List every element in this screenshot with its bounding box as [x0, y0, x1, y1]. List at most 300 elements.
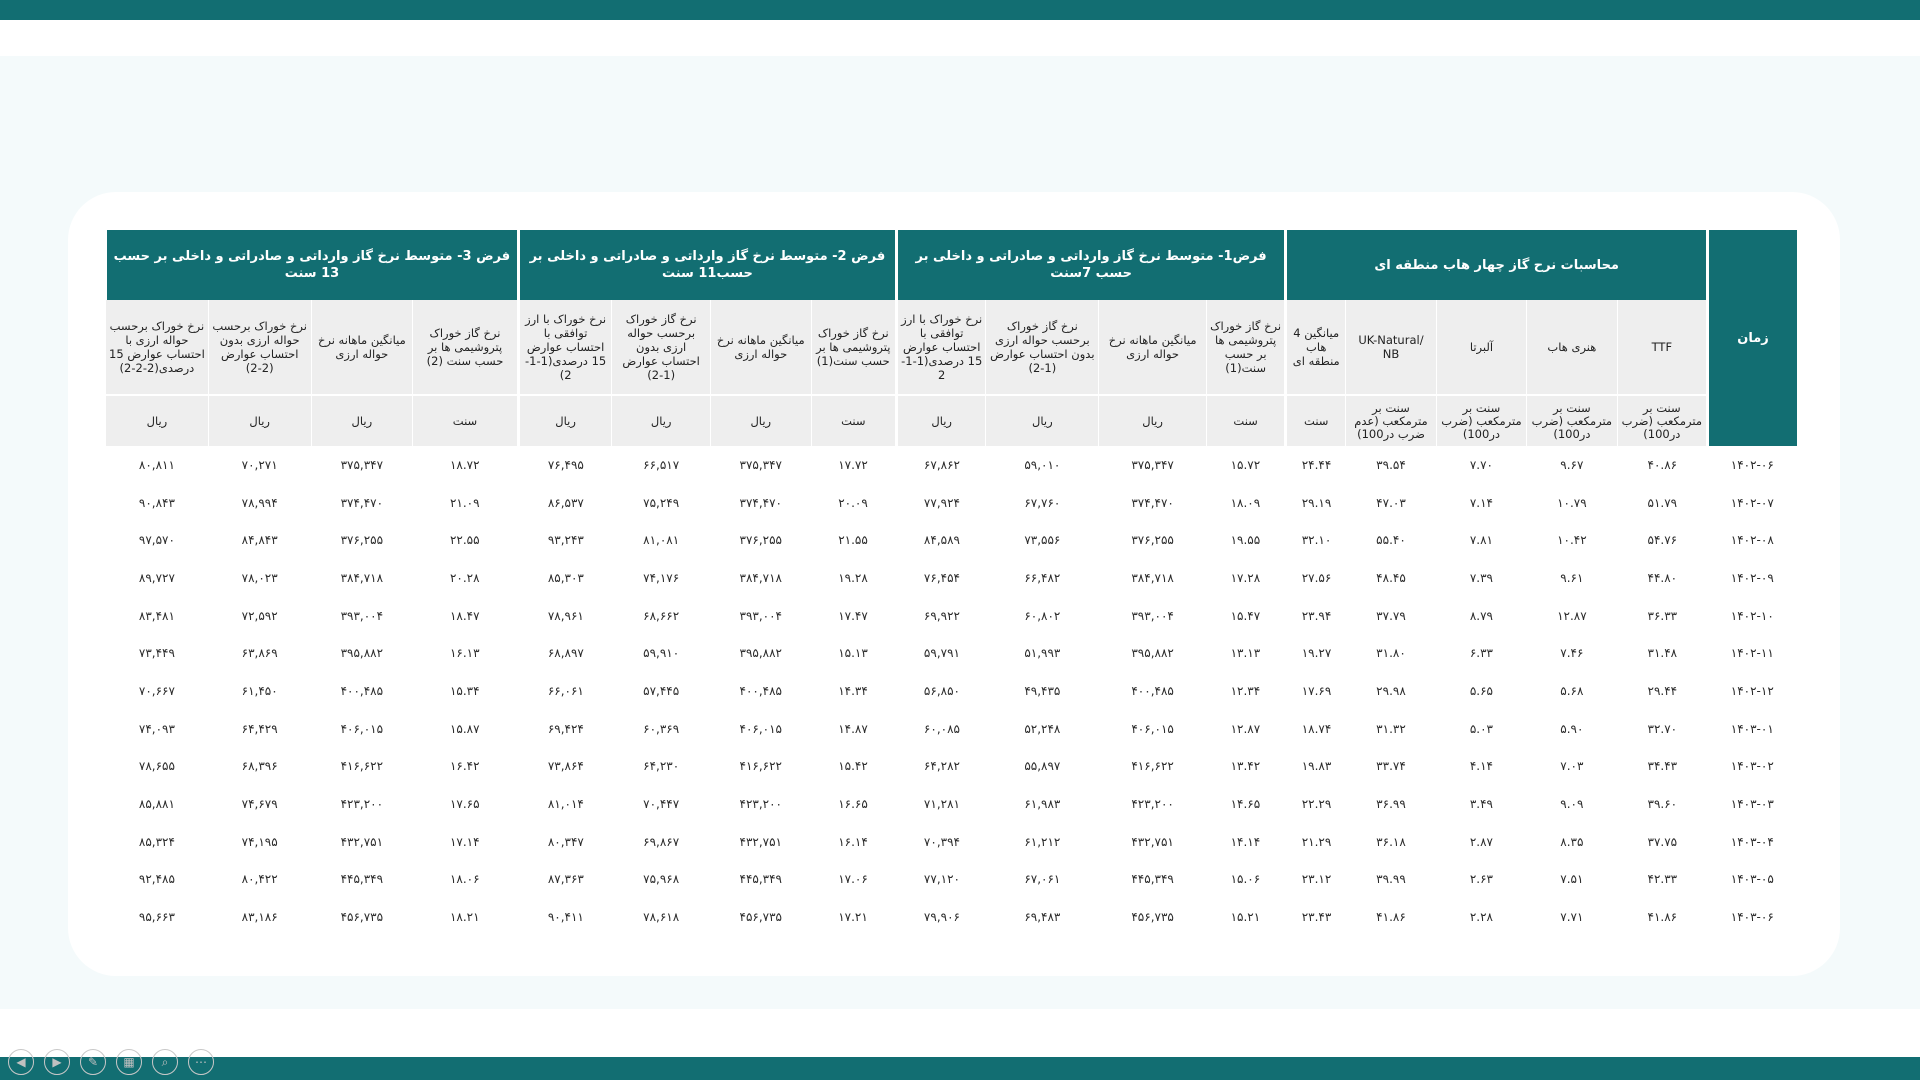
table-cell: ۸.۳۵ [1560, 834, 1584, 849]
table-cell: ۴۰۶,۰۱۵ [340, 721, 384, 736]
table-cell: ۲.۶۳ [1469, 872, 1493, 887]
table-cell: ۳۸۴,۷۱۸ [739, 570, 783, 585]
table-cell: ۳۷۶,۲۵۵ [1131, 533, 1174, 548]
table-cell: ۱۷.۶۹ [1301, 683, 1332, 698]
table-cell: ۶۶,۵۱۷ [643, 457, 680, 472]
table-cell: ۴۴۵,۳۴۹ [1131, 872, 1174, 887]
uk-nbp-unit: سنت بر مترمکعب (عدم ضرب در100) [1346, 395, 1436, 446]
table-cell: ۵۷,۴۴۵ [643, 683, 680, 698]
table-cell: ۸۰,۴۲۲ [241, 872, 278, 887]
more-options-icon[interactable]: ⋯ [188, 1049, 214, 1075]
table-cell: ۸۵,۳۰۳ [547, 570, 584, 585]
f3-cent-header: نرخ گاز خوراک پتروشیمی ها بر حسب سنت (2) [413, 300, 519, 395]
table-cell: ۳۷۶,۲۵۵ [340, 533, 384, 548]
table-row [106, 785, 1798, 823]
f1-no-duty-header: نرخ گاز خوراک برحسب حواله ارزی بدون احتساب عوارض (1-2) [986, 300, 1099, 395]
table-cell: ۳۷۵,۳۴۷ [340, 457, 384, 472]
table-cell: ۶۹,۸۶۷ [643, 834, 680, 849]
row-date-cell: ۱۴۰۳-۰۲ [1730, 759, 1774, 774]
table-cell: ۹۷,۵۷۰ [138, 533, 175, 548]
table-cell: ۶۴,۲۳۰ [643, 759, 680, 774]
table-cell: ۶۸,۳۹۶ [241, 759, 278, 774]
table-cell: ۷۸,۶۱۸ [643, 910, 680, 925]
table-cell: ۳۷۶,۲۵۵ [739, 533, 783, 548]
row-date-cell: ۱۴۰۲-۰۷ [1730, 495, 1774, 510]
table-cell: ۲۰.۲۸ [413, 559, 519, 597]
table-cell: ۱۷.۱۴ [413, 823, 519, 861]
table-cell: ۱۵.۱۳ [811, 634, 896, 672]
table-cell: ۱۶.۱۳ [413, 634, 519, 672]
f2-cent-unit: سنت [811, 395, 896, 446]
f3-no-duty-header: نرخ خوراک برحسب حواله ارزی بدون احتساب عوارض (2-2) [208, 300, 311, 395]
table-cell: ۷۰,۴۴۷ [643, 797, 680, 812]
table-cell: ۳۲.۱۰ [1301, 533, 1332, 548]
table-cell: ۹.۶۱ [1560, 570, 1584, 585]
table-cell: ۱۷.۶۵ [413, 785, 519, 823]
table-cell: ۸۳,۱۸۶ [241, 910, 278, 925]
table-cell: ۱۴.۸۷ [811, 710, 896, 748]
table-cell: ۳۶.۹۹ [1376, 797, 1406, 812]
table-cell: ۴۴۵,۳۴۹ [340, 872, 384, 887]
table-cell: ۴۱.۸۶ [1647, 910, 1678, 925]
table-cell: ۶۶,۰۶۱ [547, 683, 584, 698]
f3-cent-unit: سنت [413, 395, 519, 446]
table-cell: ۳۹۳,۰۰۴ [739, 608, 783, 623]
top-accent-bar [0, 0, 1920, 20]
table-cell: ۶۸,۸۹۷ [547, 646, 584, 661]
row-date-cell: ۱۴۰۲-۰۶ [1730, 457, 1774, 472]
f2-cent-header: نرخ گاز خوراک پتروشیمی ها بر حسب سنت(1) [811, 300, 896, 395]
table-cell: ۳.۴۹ [1469, 797, 1493, 812]
table-cell: ۳۹.۹۹ [1376, 872, 1406, 887]
table-cell: ۸۰,۳۴۷ [547, 834, 584, 849]
f2-no-duty-header: نرخ گاز خوراک برحسب حواله ارزی بدون احتساب عوارض (1-2) [612, 300, 711, 395]
table-cell: ۶۸,۶۶۲ [643, 608, 680, 623]
table-cell: ۲۳.۴۳ [1301, 910, 1332, 925]
table-cell: ۴۳۲,۷۵۱ [1131, 834, 1174, 849]
table-row [106, 446, 1798, 484]
table-cell: ۷۳,۵۵۶ [1024, 533, 1061, 548]
table-cell: ۴۰۰,۴۸۵ [1131, 683, 1174, 698]
ttf-header: TTF [1617, 300, 1707, 395]
table-cell: ۴۷.۰۳ [1376, 495, 1406, 510]
table-cell: ۱۸.۰۹ [1206, 484, 1285, 522]
table-cell: ۳۹۵,۸۸۲ [340, 646, 384, 661]
henry-hub-header: هنری هاب [1527, 300, 1617, 395]
table-cell: ۴۱.۸۶ [1376, 910, 1406, 925]
table-cell: ۵۹,۷۹۱ [923, 646, 960, 661]
table-cell: ۴۵۶,۷۳۵ [739, 910, 783, 925]
table-cell: ۴۰۰,۴۸۵ [340, 683, 384, 698]
table-cell: ۱۵.۴۲ [811, 748, 896, 786]
table-cell: ۶۱,۴۵۰ [241, 683, 278, 698]
row-date-cell: ۱۴۰۲-۰۹ [1730, 570, 1774, 585]
row-date-cell: ۱۴۰۲-۱۱ [1730, 646, 1774, 661]
table-cell: ۷۹,۹۰۶ [923, 910, 960, 925]
table-cell: ۱۲.۳۴ [1206, 672, 1285, 710]
table-cell: ۳۷۵,۳۴۷ [739, 457, 783, 472]
table-cell: ۴۰۰,۴۸۵ [739, 683, 783, 698]
table-cell: ۳۱.۴۸ [1647, 646, 1678, 661]
table-cell: ۴۸.۴۵ [1376, 570, 1406, 585]
table-cell: ۷۶,۴۵۴ [923, 570, 960, 585]
table-cell: ۳۸۴,۷۱۸ [1131, 570, 1174, 585]
table-cell: ۱۵.۴۷ [1206, 597, 1285, 635]
table-cell: ۲۴.۴۴ [1301, 457, 1332, 472]
table-cell: ۹.۰۹ [1560, 797, 1584, 812]
f3-with-duty-header: نرخ خوراک برحسب حواله ارزی با احتساب عوارض 15 درصدی(2-2-2) [106, 300, 209, 395]
table-cell: ۵.۰۳ [1469, 721, 1493, 736]
table-cell: ۲۰.۰۹ [811, 484, 896, 522]
assumption2-header: فرض 2- متوسط نرخ گاز وارداتی و صادراتی و داخلی بر حسب11 سنت [518, 230, 896, 300]
table-cell: ۱۴.۱۴ [1206, 823, 1285, 861]
hubs-header: محاسبات نرح گاز چهار هاب منطقه ای [1286, 230, 1708, 300]
f2-with-duty-unit: ریال [518, 395, 612, 446]
table-cell: ۲.۸۷ [1469, 834, 1493, 849]
uk-nbp-header: UK-Natural/ NB [1346, 300, 1436, 395]
gas-price-table [104, 230, 1797, 936]
table-cell: ۱۸.۴۷ [413, 597, 519, 635]
table-cell: ۱۷.۴۷ [811, 597, 896, 635]
table-cell: ۴۳۲,۷۵۱ [340, 834, 384, 849]
table-cell: ۳۹۳,۰۰۴ [1131, 608, 1174, 623]
f2-avg-unit: ریال [710, 395, 811, 446]
table-cell: ۱۷.۷۲ [811, 446, 896, 484]
table-cell: ۱۶.۶۵ [811, 785, 896, 823]
table-cell: ۴۲۳,۲۰۰ [1131, 797, 1174, 812]
table-cell: ۹.۶۷ [1560, 457, 1584, 472]
table-cell: ۱۲.۸۷ [1206, 710, 1285, 748]
table-cell: ۴۹,۴۳۵ [1024, 683, 1061, 698]
table-cell: ۷.۰۳ [1560, 759, 1584, 774]
unit-header-row [106, 395, 1798, 446]
table-cell: ۴۲۳,۲۰۰ [340, 797, 384, 812]
table-cell: ۱۸.۰۶ [413, 861, 519, 899]
time-header: زمان [1708, 230, 1797, 446]
table-row [106, 748, 1798, 786]
table-cell: ۸.۷۹ [1469, 608, 1493, 623]
table-cell: ۱۳.۴۲ [1206, 748, 1285, 786]
assumption1-header: فرض1- متوسط نرخ گاز وارداتی و صادراتی و داخلی بر حسب 7سنت [896, 230, 1285, 300]
sub-header-row [106, 300, 1798, 395]
alberta-unit: سنت بر مترمکعب (ضرب در100) [1436, 395, 1526, 446]
table-cell: ۱۷.۲۱ [811, 898, 896, 936]
table-cell: ۸۶,۵۳۷ [547, 495, 584, 510]
table-cell: ۶۰,۸۰۲ [1024, 608, 1061, 623]
table-cell: ۱۰.۴۲ [1557, 533, 1587, 548]
table-cell: ۷۷,۱۲۰ [923, 872, 960, 887]
next-slide-icon[interactable]: ▶ [44, 1049, 70, 1075]
table-cell: ۴.۱۴ [1469, 759, 1493, 774]
table-cell: ۷۰,۳۹۴ [923, 834, 960, 849]
table-cell: ۳۱.۸۰ [1376, 646, 1406, 661]
table-cell: ۶۴,۴۲۹ [241, 721, 278, 736]
table-cell: ۳۶.۱۸ [1376, 834, 1406, 849]
table-cell: ۳۷.۷۵ [1647, 834, 1678, 849]
table-cell: ۷.۴۶ [1560, 646, 1584, 661]
table-cell: ۷۲,۵۹۲ [241, 608, 278, 623]
table-cell: ۷۱,۲۸۱ [923, 797, 960, 812]
row-date-cell: ۱۴۰۳-۰۴ [1730, 834, 1774, 849]
table-cell: ۵۲,۲۴۸ [1024, 721, 1061, 736]
table-row [106, 597, 1798, 635]
row-date-cell: ۱۴۰۳-۰۶ [1730, 910, 1774, 925]
table-row [106, 898, 1798, 936]
table-cell: ۱۴.۳۴ [811, 672, 896, 710]
table-row [106, 559, 1798, 597]
table-row [106, 484, 1798, 522]
table-cell: ۱۹.۲۸ [811, 559, 896, 597]
table-cell: ۱۵.۷۲ [1206, 446, 1285, 484]
table-cell: ۶۱,۹۸۳ [1024, 797, 1061, 812]
table-cell: ۶۹,۹۲۲ [923, 608, 960, 623]
table-cell: ۱۶.۴۲ [413, 748, 519, 786]
table-cell: ۴۰.۸۶ [1647, 457, 1678, 472]
table-cell: ۷.۵۱ [1560, 872, 1584, 887]
f3-no-duty-unit: ریال [208, 395, 311, 446]
table-cell: ۱۹.۲۷ [1301, 646, 1332, 661]
table-cell: ۸۱,۰۸۱ [643, 533, 680, 548]
table-cell: ۵۱,۹۹۳ [1024, 646, 1061, 661]
table-cell: ۷۴,۱۷۶ [643, 570, 680, 585]
table-cell: ۴۴۵,۳۴۹ [739, 872, 783, 887]
table-cell: ۶۶,۴۸۲ [1024, 570, 1061, 585]
table-cell: ۵.۶۸ [1560, 683, 1584, 698]
table-cell: ۹۰,۸۴۳ [138, 495, 175, 510]
table-cell: ۷۵,۲۴۹ [643, 495, 680, 510]
f2-avg-header: میانگین ماهانه نرخ حواله ارزی [710, 300, 811, 395]
f1-avg-unit: ریال [1099, 395, 1207, 446]
table-cell: ۱۷.۲۸ [1206, 559, 1285, 597]
row-date-cell: ۱۴۰۳-۰۳ [1730, 797, 1774, 812]
table-cell: ۶۹,۴۸۳ [1024, 910, 1061, 925]
table-cell: ۱۸.۲۱ [413, 898, 519, 936]
table-cell: ۸۴,۸۴۳ [241, 533, 278, 548]
table-cell: ۷.۸۱ [1469, 533, 1493, 548]
table-cell: ۷۳,۸۶۴ [547, 759, 584, 774]
table-cell: ۸۳,۴۸۱ [138, 608, 175, 623]
zoom-icon[interactable]: ⌕ [152, 1049, 178, 1075]
table-cell: ۳۳.۷۴ [1376, 759, 1406, 774]
table-cell: ۳۹.۵۴ [1376, 457, 1406, 472]
table-cell: ۶۷,۷۶۰ [1024, 495, 1061, 510]
table-cell: ۸۵,۸۸۱ [138, 797, 175, 812]
table-cell: ۱۸.۷۲ [413, 446, 519, 484]
f2-with-duty-header: نرخ خوراک با ارز توافقی با احتساب عوارض 15 درصدی(1-1-2) [518, 300, 612, 395]
table-cell: ۲۲.۲۹ [1301, 797, 1332, 812]
table-cell: ۷.۱۴ [1469, 495, 1493, 510]
table-cell: ۵۶,۸۵۰ [923, 683, 960, 698]
table-cell: ۷۳,۴۴۹ [138, 646, 175, 661]
avg4-unit: سنت [1286, 395, 1346, 446]
table-cell: ۹۵,۶۶۳ [138, 910, 175, 925]
f1-no-duty-unit: ریال [986, 395, 1099, 446]
table-cell: ۴۰۶,۰۱۵ [739, 721, 783, 736]
table-cell: ۳۹۵,۸۸۲ [1131, 646, 1174, 661]
table-cell: ۹۲,۴۸۵ [138, 872, 175, 887]
f1-cent-unit: سنت [1206, 395, 1285, 446]
f1-avg-header: میانگین ماهانه نرخ حواله ارزی [1099, 300, 1207, 395]
table-cell: ۳۶.۳۳ [1647, 608, 1678, 623]
table-cell: ۲.۲۸ [1469, 910, 1493, 925]
table-cell: ۱۲.۸۷ [1557, 608, 1587, 623]
table-cell: ۴۳۲,۷۵۱ [739, 834, 783, 849]
table-cell: ۲۷.۵۶ [1301, 570, 1332, 585]
table-cell: ۲۹.۱۹ [1301, 495, 1332, 510]
table-cell: ۶۴,۲۸۲ [923, 759, 960, 774]
table-cell: ۶۰,۳۶۹ [643, 721, 680, 736]
table-cell: ۷۸,۶۵۵ [138, 759, 175, 774]
table-cell: ۱۹.۵۵ [1206, 521, 1285, 559]
table-cell: ۴۲۳,۲۰۰ [739, 797, 783, 812]
table-cell: ۱۵.۲۱ [1206, 898, 1285, 936]
table-cell: ۷۶,۴۹۵ [547, 457, 584, 472]
table-cell: ۷۸,۰۲۳ [241, 570, 278, 585]
table-row [106, 823, 1798, 861]
table-cell: ۶۷,۰۶۱ [1024, 872, 1061, 887]
table-row [106, 861, 1798, 899]
f1-with-duty-unit: ریال [896, 395, 985, 446]
table-cell: ۱۷.۰۶ [811, 861, 896, 899]
table-cell: ۱۵.۳۴ [413, 672, 519, 710]
table-cell: ۴۴.۸۰ [1647, 570, 1678, 585]
table-cell: ۷۵,۹۶۸ [643, 872, 680, 887]
table-row [106, 521, 1798, 559]
table-cell: ۵۴.۷۶ [1647, 533, 1678, 548]
table-cell: ۳۷۴,۴۷۰ [1131, 495, 1174, 510]
table-cell: ۳۷۴,۴۷۰ [340, 495, 384, 510]
table-row [106, 672, 1798, 710]
table-cell: ۱۹.۸۳ [1301, 759, 1332, 774]
table-cell: ۴۵۶,۷۳۵ [1131, 910, 1174, 925]
table-cell: ۶۰,۰۸۵ [923, 721, 960, 736]
table-cell: ۷.۷۱ [1560, 910, 1584, 925]
table-cell: ۳۲.۷۰ [1647, 721, 1678, 736]
table-cell: ۲۱.۰۹ [413, 484, 519, 522]
table-cell: ۷۰,۶۶۷ [138, 683, 175, 698]
table-row [106, 710, 1798, 748]
row-date-cell: ۱۴۰۲-۰۸ [1730, 533, 1774, 548]
previous-slide-icon[interactable]: ◀ [8, 1049, 34, 1075]
slideshow-toolbar [8, 1049, 214, 1075]
table-cell: ۵۱.۷۹ [1647, 495, 1678, 510]
table-cell: ۸۱,۰۱۴ [547, 797, 584, 812]
table-cell: ۴۰۶,۰۱۵ [1131, 721, 1174, 736]
f3-with-duty-unit: ریال [106, 395, 209, 446]
table-cell: ۳۹۳,۰۰۴ [340, 608, 384, 623]
table-cell: ۱۵.۰۶ [1206, 861, 1285, 899]
table-cell: ۷۰,۲۷۱ [241, 457, 278, 472]
table-cell: ۳۷۵,۳۴۷ [1131, 457, 1174, 472]
table-cell: ۷۴,۰۹۳ [138, 721, 175, 736]
table-cell: ۴۵۶,۷۳۵ [340, 910, 384, 925]
row-date-cell: ۱۴۰۳-۰۱ [1730, 721, 1774, 736]
table-cell: ۴۱۶,۶۲۲ [1131, 759, 1174, 774]
f2-no-duty-unit: ریال [612, 395, 711, 446]
row-date-cell: ۱۴۰۳-۰۵ [1730, 872, 1774, 887]
row-date-cell: ۱۴۰۲-۱۰ [1730, 608, 1774, 623]
table-cell: ۵۵,۸۹۷ [1024, 759, 1061, 774]
table-cell: ۳۹۵,۸۸۲ [739, 646, 783, 661]
table-cell: ۲۹.۴۴ [1647, 683, 1678, 698]
assumption3-header: فرض 3- متوسط نرخ گاز وارداتی و صادراتی و داخلی بر حسب 13 سنت [106, 230, 519, 300]
bottom-accent-bar [0, 1057, 1920, 1080]
table-cell: ۷۸,۹۹۴ [241, 495, 278, 510]
table-cell: ۶۱,۲۱۲ [1024, 834, 1061, 849]
table-cell: ۱۵.۸۷ [413, 710, 519, 748]
table-cell: ۶.۳۳ [1469, 646, 1493, 661]
table-cell: ۷۸,۹۶۱ [547, 608, 584, 623]
table-cell: ۵۹,۹۱۰ [643, 646, 680, 661]
f3-avg-header: میانگین ماهانه نرخ حواله ارزی [311, 300, 413, 395]
table-cell: ۸۴,۵۸۹ [923, 533, 960, 548]
table-cell: ۶۹,۴۲۴ [547, 721, 584, 736]
table-cell: ۳۴.۴۳ [1647, 759, 1678, 774]
pen-icon[interactable]: ✎ [80, 1049, 106, 1075]
table-cell: ۵۵.۴۰ [1376, 533, 1406, 548]
table-cell: ۱۳.۱۳ [1206, 634, 1285, 672]
table-cell: ۲۲.۵۵ [413, 521, 519, 559]
henry-hub-unit: سنت بر مترمکعب (ضرب در100) [1527, 395, 1617, 446]
table-cell: ۳۹.۶۰ [1647, 797, 1678, 812]
alberta-header: آلبرتا [1436, 300, 1526, 395]
table-cell: ۷.۷۰ [1469, 457, 1493, 472]
table-cell: ۲۹.۹۸ [1376, 683, 1406, 698]
slide-grid-icon[interactable]: ▦ [116, 1049, 142, 1075]
table-cell: ۵۹,۰۱۰ [1024, 457, 1061, 472]
table-cell: ۳۷۴,۴۷۰ [739, 495, 783, 510]
table-cell: ۲۱.۵۵ [811, 521, 896, 559]
table-cell: ۱۰.۷۹ [1557, 495, 1587, 510]
table-cell: ۲۳.۱۲ [1301, 872, 1332, 887]
table-cell: ۱۸.۷۴ [1301, 721, 1332, 736]
table-cell: ۳۱.۳۲ [1376, 721, 1406, 736]
table-cell: ۵.۶۵ [1469, 683, 1493, 698]
table-body [106, 446, 1798, 936]
table-cell: ۷.۳۹ [1469, 570, 1493, 585]
table-cell: ۸۵,۳۲۴ [138, 834, 175, 849]
table-cell: ۸۹,۷۲۷ [138, 570, 175, 585]
table-cell: ۶۷,۸۶۲ [923, 457, 960, 472]
avg4-header: میانگین 4 هاب منطقه ای [1286, 300, 1346, 395]
table-cell: ۷۷,۹۲۴ [923, 495, 960, 510]
f1-cent-header: نرخ گاز خوراک پتروشیمی ها بر حسب سنت(1) [1206, 300, 1285, 395]
table-cell: ۱۶.۱۴ [811, 823, 896, 861]
ttf-unit: سنت بر مترمکعب (ضرب در100) [1617, 395, 1707, 446]
group-header-row [106, 230, 1798, 300]
table-cell: ۲۱.۲۹ [1301, 834, 1332, 849]
table-cell: ۹۳,۲۴۳ [547, 533, 584, 548]
table-cell: ۲۳.۹۴ [1301, 608, 1332, 623]
table-cell: ۸۰,۸۱۱ [138, 457, 175, 472]
table-cell: ۱۴.۶۵ [1206, 785, 1285, 823]
row-date-cell: ۱۴۰۲-۱۲ [1730, 683, 1774, 698]
f1-with-duty-header: نرخ خوراک با ارز توافقی با احتساب عوارض 15 درصدی(1-1-2 [896, 300, 985, 395]
table-cell: ۵.۹۰ [1560, 721, 1584, 736]
table-cell: ۴۱۶,۶۲۲ [739, 759, 783, 774]
table-cell: ۴۲.۳۳ [1647, 872, 1678, 887]
table-row [106, 634, 1798, 672]
table-cell: ۷۴,۱۹۵ [241, 834, 278, 849]
table-cell: ۹۰,۴۱۱ [547, 910, 584, 925]
gas-price-table-wrap [104, 230, 1797, 936]
table-cell: ۴۱۶,۶۲۲ [340, 759, 384, 774]
table-cell: ۷۴,۶۷۹ [241, 797, 278, 812]
table-cell: ۸۷,۳۶۳ [547, 872, 584, 887]
table-cell: ۶۳,۸۶۹ [241, 646, 278, 661]
table-cell: ۳۷.۷۹ [1376, 608, 1406, 623]
f3-avg-unit: ریال [311, 395, 413, 446]
